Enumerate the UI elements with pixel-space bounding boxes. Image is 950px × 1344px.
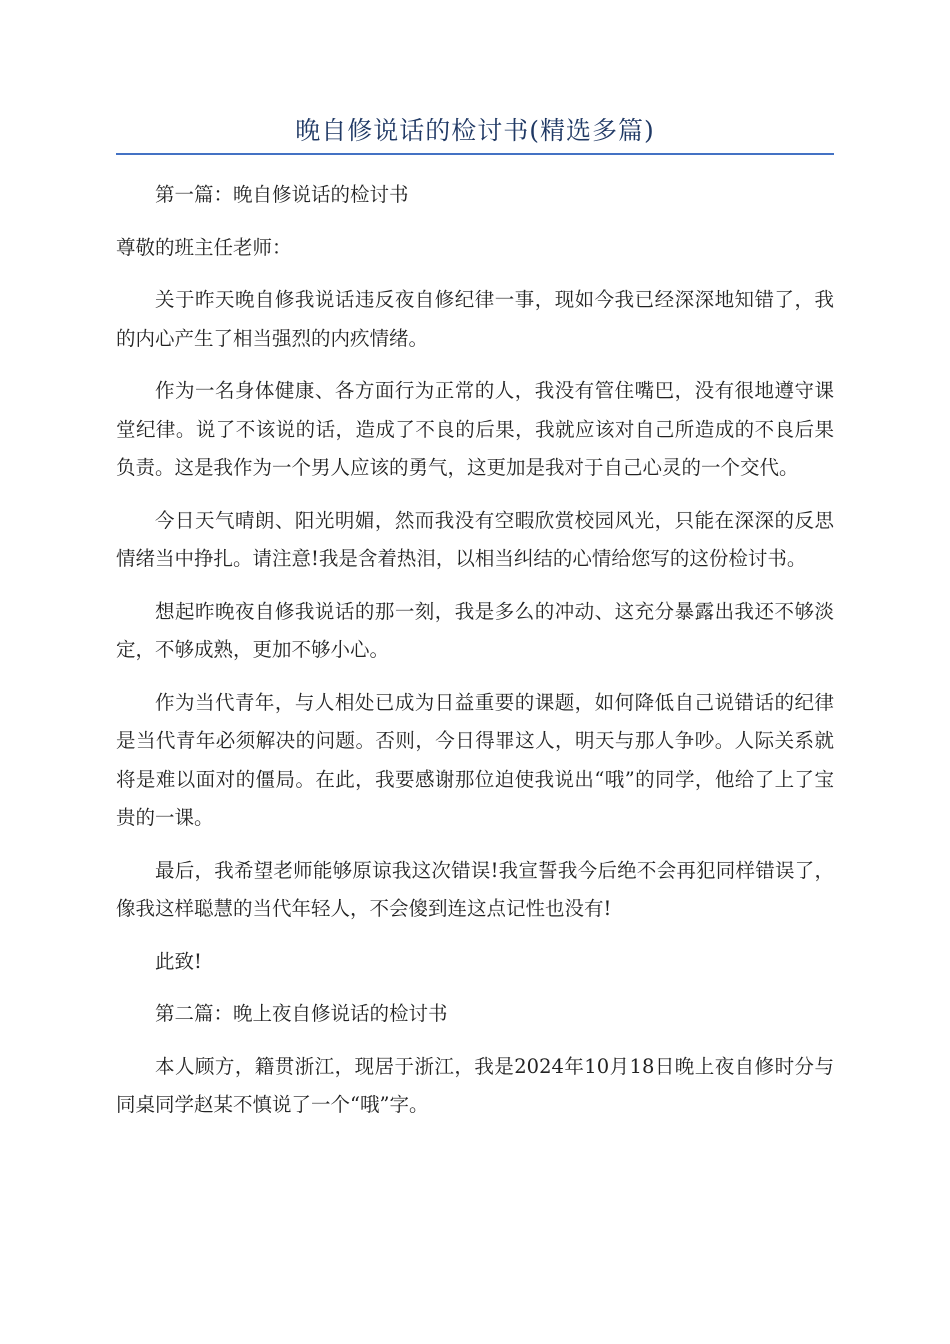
paragraph: 今日天气晴朗、阳光明媚，然而我没有空暇欣赏校园风光，只能在深深的反思情绪当中挣扎。请注意!我是含着热泪，以相当纠结的心情给您写的这份检讨书。 xyxy=(116,508,834,570)
paragraph: 本人顾方，籍贯浙江，现居于浙江，我是2024年10月18日晚上夜自修时分与同桌同学赵某不慎说了一个“哦”字。 xyxy=(116,1054,834,1116)
paragraph: 关于昨天晚自修我说话违反夜自修纪律一事，现如今我已经深深地知错了，我的内心产生了相当强烈的内疚情绪。 xyxy=(116,288,834,350)
paragraph-heading-2: 第二篇：晚上夜自修说话的检讨书 xyxy=(155,1002,448,1025)
document-title: 晚自修说话的检讨书(精选多篇) xyxy=(295,116,655,145)
paragraph: 最后，我希望老师能够原谅我这次错误!我宣誓我今后绝不会再犯同样错误了，像我这样聪慧的当代年轻人，不会傻到连这点记性也没有! xyxy=(116,858,834,920)
document-body xyxy=(116,176,834,1139)
title-underline xyxy=(116,153,834,155)
paragraph-heading-1: 第一篇：晚自修说话的检讨书 xyxy=(155,183,409,206)
paragraph-closing: 此致! xyxy=(155,949,202,973)
paragraph: 作为一名身体健康、各方面行为正常的人，我没有管住嘴巴，没有很地遵守课堂纪律。说了不该说的话，造成了不良的后果，我就应该对自己所造成的不良后果负责。这是我作为一个男人应该的勇气，这更加是我对于自己心灵的一个交代。 xyxy=(116,379,834,479)
paragraph: 作为当代青年，与人相处已成为日益重要的课题，如何降低自己说错话的纪律是当代青年必须解决的问题。否则，今日得罪这人，明天与那人争吵。人际关系就将是难以面对的僵局。在此，我要感谢那位迫使我说出“哦”的同学，他给了上了宝贵的一课。 xyxy=(116,690,834,829)
paragraph-salutation: 尊敬的班主任老师： xyxy=(116,235,292,259)
paragraph: 想起昨晚夜自修我说话的那一刻，我是多么的冲动、这充分暴露出我还不够淡定，不够成熟，更加不够小心。 xyxy=(116,599,834,661)
